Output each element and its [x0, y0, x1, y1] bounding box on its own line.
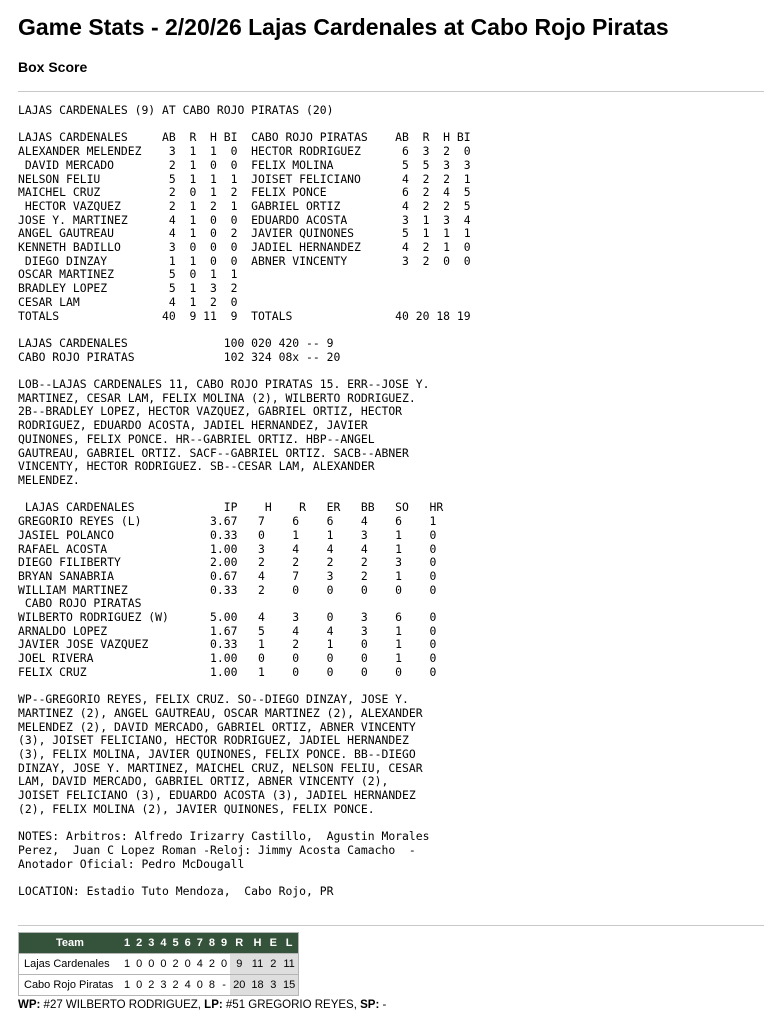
box-score-text: LAJAS CARDENALES (9) AT CABO ROJO PIRATAS (20) LAJAS CARDENALES AB R H BI CABO ROJO PIRATAS AB R H BI ALEXANDER MELENDEZ 3 1 1 0 HECTOR RODRIGUEZ 6 3 2 0 DAVID MERCADO 2 1 0 0 FELIX MOLINA 5 5 3 3 NELSON FELIU 5 1 1 1 JOISET FELICIANO 4 2 2 1 MAICHEL CRUZ 2 0 1 2 FELIX PONCE 6 2 4 5 HECTOR VAZQUEZ 2 1 2 1 GABRIEL ORTIZ 4 2 2 5 JOSE Y. MARTINEZ 4 1 0 0 EDUARDO ACOSTA 3 1 3 4 ANGEL GAUTREAU 4 1 0 2 JAVIER QUINONES 5 1 1 1 KENNETH BADILLO 3 0 0 0 JADIEL HERNANDEZ 4 2 1 0 DIEGO DINZAY 1 1 0 0 ABNER VINCENTY 3 2 0 0 OSCAR MARTINEZ 5 0 1 1 BRADLEY LOPEZ 5 1 3 2 CESAR LAM 4 1 2 0 TOTALS 40 9 11 9 TOTALS 40 20 18 19 LAJAS CARDENALES 100 020 420 -- 9 CABO ROJO PIRATAS 102 324 08x -- 20 LOB--LAJAS CARDENALES 11, CABO ROJO PIRATAS 15. ERR--JOSE Y. MARTINEZ, CESAR LAM, FELIX MOLINA (2), WILBERTO RODRIGUEZ. 2B--BRADLEY LOPEZ, HECTOR VAZQUEZ, GABRIEL ORTIZ, HECTOR RODRIGUEZ, EDUARDO ACOSTA, JADIEL HERNANDEZ, JAVIER QUINONES, FELIX PONCE. HR--GABRIEL ORTIZ. HBP--ANGEL GAUTREAU, GABRIEL ORTIZ. SACF--GABRIEL ORTIZ. SACB--ABNER VINCENTY, HECTOR RODRIGUEZ. SB--CESAR LAM, ALEXANDER MELENDEZ. LAJAS CARDENALES IP H R ER BB SO HR GREGORIO REYES (L) 3.67 7 6 6 4 6 1 JASIEL POLANCO 0.33 0 1 1 3 1 0 RAFAEL ACOSTA 1.00 3 4 4 4 1 0 DIEGO FILIBERTY 2.00 2 2 2 2 3 0 BRYAN SANABRIA 0.67 4 7 3 2 1 0 WILLIAM MARTINEZ 0.33 2 0 0 0 0 0 CABO ROJO PIRATAS WILBERTO RODRIGUEZ (W) 5.00 4 3 0 3 6 0 ARNALDO LOPEZ 1.67 5 4 4 3 1 0 JAVIER JOSE VAZQUEZ 0.33 1 2 1 0 1 0 JOEL RIVERA 1.00 0 0 0 0 1 0 FELIX CRUZ 1.00 1 0 0 0 0 0 WP--GREGORIO REYES, FELIX CRUZ. SO--DIEGO DINZAY, JOSE Y. MARTINEZ (2), ANGEL GAUTREAU, OSCAR MARTINEZ (2), ALEXANDER MELENDEZ (2), DAVID MERCADO, GABRIEL ORTIZ, ABNER VINCENTY (3), JOISET FELICIANO, HECTOR RODRIGUEZ, JADIEL HERNANDEZ (3), FELIX MOLINA, JAVIER QUINONES, FELIX PONCE. BB--DIEGO DINZAY, JOSE Y. MARTINEZ, MAICHEL CRUZ, NELSON FELIU, CESAR LAM, DAVID MERCADO, GABRIEL ORTIZ, ABNER VINCENTY (2), JOISET FELICIANO (3), EDUARDO ACOSTA (3), JADIEL HERNANDEZ (2), FELIX MOLINA (2), JAVIER QUINONES, FELIX PONCE. NOTES: Arbitros: Alfredo Irizarry Castillo, Agustin Morales Perez, Juan C Lopez Roman -Reloj: Jimmy Acosta Camacho - Anotador Oficial: Pedro McDougall LOCATION: Estadio Tuto Mendoza, Cabo Rojo, PR	[18, 103, 471, 899]
linescore-header-total: R	[230, 933, 248, 954]
linescore-inning-cell: 1	[121, 975, 133, 996]
linescore-header-inning: 3	[145, 933, 157, 954]
losing-pitcher-label: LP:	[204, 999, 223, 1011]
linescore-header-inning: 2	[133, 933, 145, 954]
linescore-inning-cell: 0	[145, 954, 157, 975]
linescore-header-total: E	[267, 933, 280, 954]
divider	[18, 925, 764, 926]
linescore-total-cell: 3	[267, 975, 280, 996]
linescore-header-inning: 6	[182, 933, 194, 954]
linescore-inning-cell: 0	[218, 954, 230, 975]
linescore-total-cell: 20	[230, 975, 248, 996]
save-pitcher-value: -	[379, 999, 387, 1011]
linescore-header-inning: 1	[121, 933, 133, 954]
linescore-total-cell: 11	[280, 954, 299, 975]
linescore-team-name: Lajas Cardenales	[19, 954, 122, 975]
pitchers-of-record	[18, 999, 386, 1011]
linescore-inning-cell: 2	[170, 975, 182, 996]
save-pitcher-label: SP:	[360, 999, 380, 1011]
linescore-total-cell: 11	[248, 954, 266, 975]
page-title: Game Stats - 2/20/26 Lajas Cardenales at Cabo Rojo Piratas	[18, 14, 669, 40]
linescore-total-cell: 2	[267, 954, 280, 975]
winning-pitcher-value: #27 WILBERTO RODRIGUEZ,	[40, 999, 205, 1011]
linescore-header-total: L	[280, 933, 299, 954]
linescore-header-row	[19, 933, 299, 954]
linescore-inning-cell: 4	[194, 954, 206, 975]
losing-pitcher-value: #51 GREGORIO REYES,	[222, 999, 361, 1011]
linescore-header-inning: 8	[206, 933, 218, 954]
linescore-header-team: Team	[19, 933, 122, 954]
linescore-inning-cell: 3	[157, 975, 169, 996]
linescore-inning-cell: 0	[194, 975, 206, 996]
linescore-team-name: Cabo Rojo Piratas	[19, 975, 122, 996]
linescore-inning-cell: -	[218, 975, 230, 996]
linescore-header-inning: 7	[194, 933, 206, 954]
linescore-inning-cell: 0	[133, 954, 145, 975]
linescore-header-inning: 5	[170, 933, 182, 954]
linescore-inning-cell: 1	[121, 954, 133, 975]
divider	[18, 91, 764, 92]
linescore-header-inning: 4	[157, 933, 169, 954]
linescore-total-cell: 18	[248, 975, 266, 996]
linescore-row-away	[19, 954, 299, 975]
linescore-total-cell: 9	[230, 954, 248, 975]
linescore-table	[18, 932, 299, 996]
linescore-inning-cell: 0	[133, 975, 145, 996]
linescore-header-total: H	[248, 933, 266, 954]
linescore-header-inning: 9	[218, 933, 230, 954]
linescore-inning-cell: 0	[182, 954, 194, 975]
page-subtitle: Box Score	[18, 59, 88, 75]
linescore-inning-cell: 4	[182, 975, 194, 996]
linescore-inning-cell: 0	[157, 954, 169, 975]
winning-pitcher-label: WP:	[18, 999, 41, 1011]
linescore-row-home	[19, 975, 299, 996]
linescore-inning-cell: 8	[206, 975, 218, 996]
linescore-inning-cell: 2	[170, 954, 182, 975]
linescore-total-cell: 15	[280, 975, 299, 996]
linescore-inning-cell: 2	[206, 954, 218, 975]
linescore-inning-cell: 2	[145, 975, 157, 996]
